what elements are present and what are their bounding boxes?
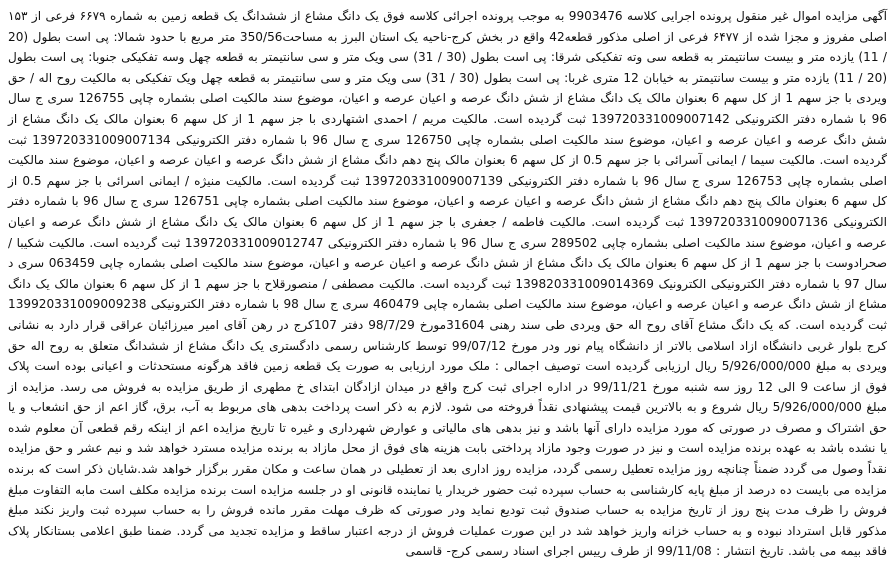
auction-notice-text: آگهی مزایده اموال غیر منقول پرونده اجرایی کلاسه 9903476 به موجب پرونده اجرائی کلاسه فوق یک دانگ مشاع از ششدانگ یک قطعه زمین به شماره ۶۶۷۹ فرعی از ۱۵۳ اصلی مفروز و مجزا شده از ۶۴۷۷ فرعی از اصلی مذکور قطعه42 واقع در بخش کرج-ناحیه یک استان البرز به مساحت350/56 متر مربع با حدود شمالا: پی است بطول (20 / 11) یازده متر و بیست سانتیمتر به قطعه سی وته تفکیکی شرقا: پی است بطول (30 / 31) سی ویک متر و سی سانتیمتر به قطعه چهل وسه تفکیکی جنوبا: پی است بطول (20 / 11) یازده متر و بیست سانتیمتر به خیابان 12 متری غربا: پی است بطول (30 / 31) سی ویک متر و سی سانتیمتر به قطعه چهل ویک تفکیکی به مالکیت روح اله / حق ویردی با جز سهم 1 از کل سهم 6 بعنوان مالک یک دانگ مشاع از شش دانگ عرصه و اعیان عرصه و اعیان، موضوع سند مالکیت اصلی بشماره چاپی 126755 سری ج سال 96 با شماره دفتر الکترونیکی 139720331009007142 ثبت گردیده است. مالکیت مریم / احمدی اشتهاردی با جز سهم 1 از کل سهم 6 بعنوان مالک یک دانگ مشاع از شش دانگ عرصه و اعیان عرصه و اعیان، موضوع سند مالکیت اصلی بشماره چاپی 126750 سری ج سال 96 با شماره دفتر الکترونیکی 139720331009007134 ثبت گردیده است. مالکیت سیما / ایمانی آسرائی با جز سهم 0.5 از کل سهم 6 بعنوان مالک پنج دهم دانگ مشاع از شش دانگ عرصه و اعیان عرصه و اعیان، موضوع سند مالکیت اصلی بشماره چاپی 126753 سری ج سال 96 با شماره دفتر الکترونیکی 139720331009007139 ثبت گردیده است. مالکیت منیژه / ایمانی اسرائی با جز سهم 0.5 از کل سهم 6 بعنوان مالک پنج دهم دانگ مشاع از شش دانگ عرصه و اعیان عرصه و اعیان، موضوع سند مالکیت اصلی بشماره چاپی 126751 سری ج سال 96 با شماره دفتر الکترونیکی 139720331009007136 ثبت گردیده است. مالکیت فاطمه / جعفری با جز سهم 1 از کل سهم 6 بعنوان مالک یک دانگ مشاع از شش دانگ عرصه و اعیان عرصه و اعیان، موضوع سند مالکیت اصلی بشماره چاپی 289502 سری ج سال 96 با شماره دفتر الکترونیکی 139720331009012747 ثبت گردیده است. مالکیت شکیبا / صحرادوست با جز سهم 1 از کل سهم 6 بعنوان مالک یک دانگ مشاع از شش دانگ عرصه و اعیان عرصه و اعیان، موضوع سند مالکیت اصلی بشماره چاپی 063459 سری د سال 97 با شماره دفتر الکترونیکی الکترونیک 139820331009014369 ثبت گردیده است. مالکیت مصطفی / منصورقلاح با جز سهم 1 از کل سهم 6 بعنوان مالک یک دانگ مشاع از شش دانگ عرصه و اعیان عرصه و اعیان، موضوع سند مالکیت اصلی بشماره چاپی 460479 سری ج سال 98 با شماره دفتر الکترونیکی 139920331009009238 ثبت گردیده است. که یک دانگ مشاع آقای روح اله حق ویردی طی سند رهنی 31604مورخ 98/7/29 دفتر 107کرج در رهن آقای امیر میرزائیان عراقی قرار دارد به نشانی کرج بلوار غربی دانشگاه ازاد اسلامی بالاتر از دانشگاه پیام نور ودر مورخ 99/07/12 توسط کارشناس رسمی دادگستری یک دانگ مشاع از ششدانگ متعلق به روح اله حق ویردی به مبلغ 5/926/000/000 ریال ارزیابی گردیده است توصیف اجمالی : ملک مورد ارزیابی به صورت یک قطعه زمین فاقد هرگونه مستحدثات و اعیانی بوده است پلاک فوق از ساعت 9 الی 12 روز سه شنبه مورخ 99/11/21 در اداره اجرای ثبت کرج واقع در میدان ازادگان ابتدای خ مطهری از طریق مزایده به فروش می رسد. مزایده از مبلغ 5/926/000/000 ریال شروع و به بالاترین قیمت پیشنهادی نقداً فروخته می شود. لازم به ذکر است پرداخت بدهی های مربوط به آب، برق، گاز اعم از حق انشعاب و یا حق اشتراک و مصرف در صورتی که مورد مزایده دارای آنها باشد و نیز بدهی های مالیاتی و عوارض شهرداری و غیره تا تاریخ مزایده اعم از اینکه رقم قطعی آن معلوم شده یا نشده باشد به عهده برنده مزایده است و نیز در صورت وجود مازاد پرداختی بابت هزینه های فوق از محل مازاد به برنده مزایده مسترد خواهد شد و نیم عشر و حق مزایده نقداً وصول می گردد ضمناً چنانچه روز مزایده تعطیل رسمی گردد، مزایده روز اداری بعد از تعطیلی در همان ساعت و مکان مقرر برگزار خواهد شد.شایان ذکر است که برنده مزایده می بایست ده درصد از مبلغ پایه کارشناسی به حساب سپرده ثبت حضور خریدار یا نماینده قانونی او در جلسه مزایده است برنده مزایده مکلف است مابه التفاوت مبلغ فروش را ظرف مدت پنج روز از تاریخ مزایده به حساب صندوق ثبت تودیع نماید ودر صورتی که ظرف مهلت مقرر مانده فروش را به حساب سپرده ثبت واریز نکند مبلغ مذکور قابل استرداد نبوده و به حساب خزانه واریز خواهد شد در این صورت عملیات فروش از درجه اعتبار ساقط و مزایده تجدید می گردد. ضمنا طبق اعلامی بستانکار پلاک فاقد بیمه می باشد. تاریخ انتشار : 99/11/08 از طرف رییس اجرای اسناد رسمی کرج- قاسمی: [8, 9, 888, 559]
